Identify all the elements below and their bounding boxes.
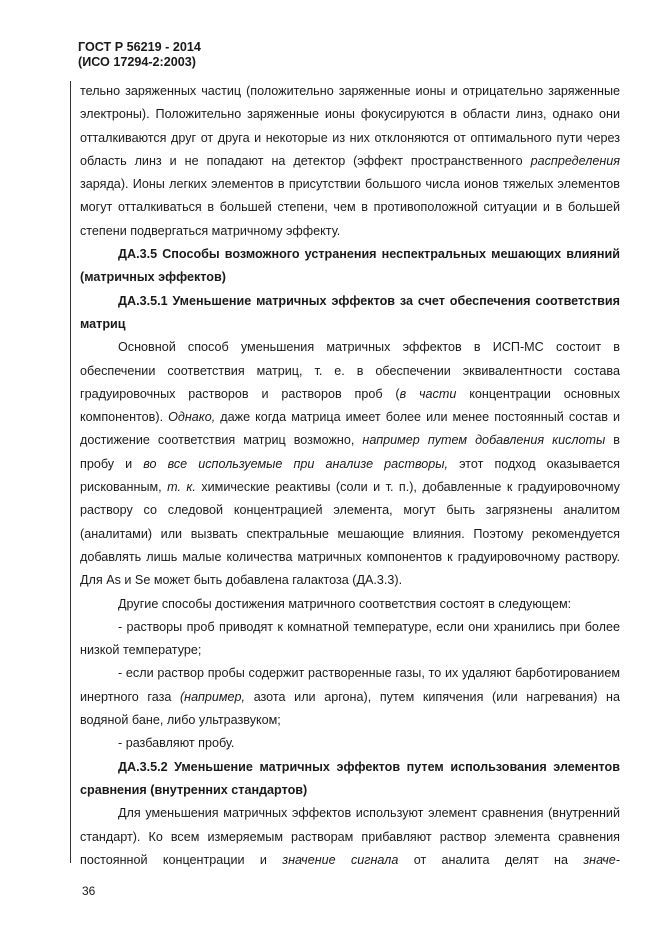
text-run: этот подход оказывается рискованным, — [80, 456, 620, 495]
text-run: химические реактивы (соли и т. п.), добавленные к градуировочному раствору со следовой концентрацией элемента, могут быть загрязнены аналитом (аналитами) или вызвать спектральные мешающие влияния. Поэтому рекомендуется добавлять лишь малые количества матричных компонентов к градуировочному раствору. Для As и Se может быть добавлена галактоза (ДА.3.3). — [80, 480, 620, 588]
italic-run: например путем добавления кислоты — [362, 433, 606, 448]
body-text — [80, 80, 620, 872]
paragraph — [80, 662, 620, 732]
text-run: даже когда матрица имеет более или менее постоянный состав и достижение соответствия матриц возможно, — [80, 410, 620, 448]
text-run: Основной способ уменьшения матричных эффектов в ИСП-МС состоит в обеспечении соответствия матриц, т. е. в обеспечении эквивалентности состава градуировочных растворов и растворов проб ( — [80, 340, 620, 401]
paragraph — [80, 336, 620, 592]
section-heading — [80, 756, 620, 803]
paragraph — [80, 80, 620, 243]
section-heading — [80, 290, 620, 337]
paragraph — [80, 593, 620, 616]
paragraph — [80, 732, 620, 755]
text-run: от аналита делят на — [398, 852, 584, 867]
italic-run: т. к. — [167, 480, 196, 495]
text-run: тельно заряженных частиц (положительно заряженные ионы и отрицательно заряженные электроны). Положительно заряженные ионы фокусируются в области линз, однако они отталкиваются друг от друга и некоторые из них отклоняются от оптимального пути через область линз и не попадают на детектор (эффект пространственного — [80, 84, 620, 168]
heading-text: ДА.3.5 Способы возможного устранения неспектральных мешающих влияний (матричных эффектов) — [80, 247, 620, 285]
italic-run: во все используемые при анализе растворы, — [143, 456, 449, 471]
text-run: Для уменьшения матричных эффектов используют элемент сравнения (внутренний стандарт). Ко всем измеряемым растворам прибавляют раствор элемента сравнения постоянной концентрации и — [80, 806, 620, 867]
paragraph — [80, 616, 620, 663]
standard-number: ГОСТ Р 56219 - 2014 — [78, 40, 201, 54]
text-run: заряда). Ионы легких элементов в присутствии большого числа ионов тяжелых элементов могут отталкиваться в большей степени, чем в противоположной ситуации и в большей степени подвергаться матричному эффекту. — [80, 177, 620, 238]
text-run: Другие способы достижения матричного соответствия состоят в следующем: — [118, 596, 572, 611]
paragraph — [80, 802, 620, 872]
section-heading — [80, 243, 620, 290]
text-run: - если раствор пробы содержит растворенные газы, то их удаляют барботированием инертного газа — [80, 666, 620, 704]
text-run: в пробу и — [80, 433, 620, 471]
italic-run: распределения — [530, 153, 620, 168]
text-run: - разбавляют пробу. — [118, 736, 235, 751]
italic-run: (например, — [179, 689, 246, 704]
italic-run: значение сигнала — [282, 852, 399, 867]
italic-run: Однако, — [168, 410, 216, 425]
italic-run: значе- — [583, 852, 620, 867]
page-number: 36 — [82, 884, 96, 898]
italic-run: в части — [399, 386, 457, 401]
text-run: концентрации основных компонентов). — [80, 386, 621, 425]
margin-rule — [70, 81, 71, 863]
heading-text: ДА.3.5.2 Уменьшение матричных эффектов путем использования элементов сравнения (внутренних стандартов) — [80, 759, 620, 797]
document-header — [78, 40, 201, 70]
text-run: - растворы проб приводят к комнатной температуре, если они хранились при более низкой температуре; — [80, 619, 620, 658]
heading-text: ДА.3.5.1 Уменьшение матричных эффектов за счет обеспечения соответствия матриц — [80, 293, 620, 331]
text-run: азота или аргона), путем кипячения (или нагревания) на водяной бане, либо ультразвуком; — [80, 689, 620, 728]
iso-reference: (ИСО 17294-2:2003) — [78, 55, 196, 69]
